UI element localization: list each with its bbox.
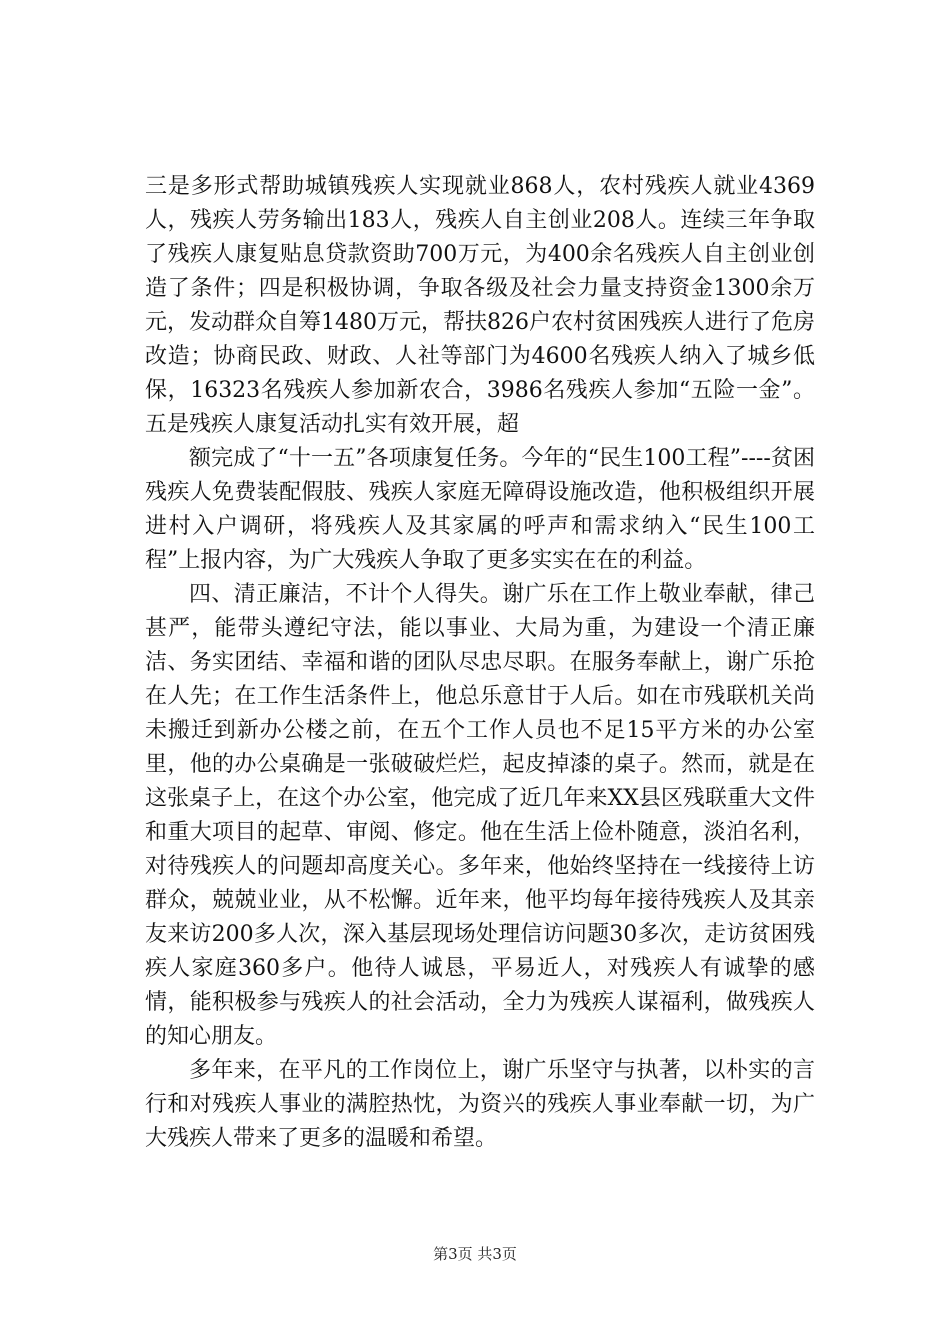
paragraph-2: 额完成了“十一五”各项康复任务。今年的“民生100工程”----贫困残疾人免费装配假肢、残疾人家庭无障碍设施改造，他积极组织开展进村入户调研，将残疾人及其家属的呼声和需求纳入“民生100工程”上报内容，为广大残疾人争取了更多实实在在的利益。 <box>145 446 815 573</box>
document-body <box>145 170 815 1156</box>
paragraph-3: 四、清正廉洁，不计个人得失。谢广乐在工作上敬业奉献，律己甚严，能带头遵纪守法，能以事业、大局为重，为建设一个清正廉洁、务实团结、幸福和谐的团队尽忠尽职。在服务奉献上，谢广乐抢在人先；在工作生活条件上，他总乐意甘于人后。如在市残联机关尚未搬迁到新办公楼之前，在五个工作人员也不足15平方米的办公室里，他的办公桌确是一张破破烂烂，起皮掉漆的桌子。然而，就是在这张桌子上，在这个办公室，他完成了近几年来XX县区残联重大文件和重大项目的起草、审阅、修定。他在生活上俭朴随意，淡泊名利，对待残疾人的问题却高度关心。多年来，他始终坚持在一线接待上访群众，兢兢业业，从不松懈。近年来，他平均每年接待残疾人及其亲友来访200多人次，深入基层现场处理信访问题30多次，走访贫困残疾人家庭360多户。他待人诚恳，平易近人，对残疾人有诚挚的感情，能积极参与残疾人的社会活动，全力为残疾人谋福利，做残疾人的知心朋友。 <box>145 582 815 1049</box>
page-footer <box>0 1244 950 1264</box>
paragraph-1: 三是多形式帮助城镇残疾人实现就业868人，农村残疾人就业4369人，残疾人劳务输出183人，残疾人自主创业208人。连续三年争取了残疾人康复贴息贷款资助700万元，为400余名残疾人自主创业创造了条件；四是积极协调，争取各级及社会力量支持资金1300余万元，发动群众自筹1480万元，帮扶826户农村贫困残疾人进行了危房改造；协商民政、财政、人社等部门为4600名残疾人纳入了城乡低保，16323名残疾人参加新农合，3986名残疾人参加“五险一金”。五是残疾人康复活动扎实有效开展，超 <box>145 174 816 437</box>
paragraph-4: 多年来，在平凡的工作岗位上，谢广乐坚守与执著，以朴实的言行和对残疾人事业的满腔热忱，为资兴的残疾人事业奉献一切，为广大残疾人带来了更多的温暖和希望。 <box>145 1058 815 1151</box>
page-number-label: 第3页 共3页 <box>433 1245 517 1263</box>
